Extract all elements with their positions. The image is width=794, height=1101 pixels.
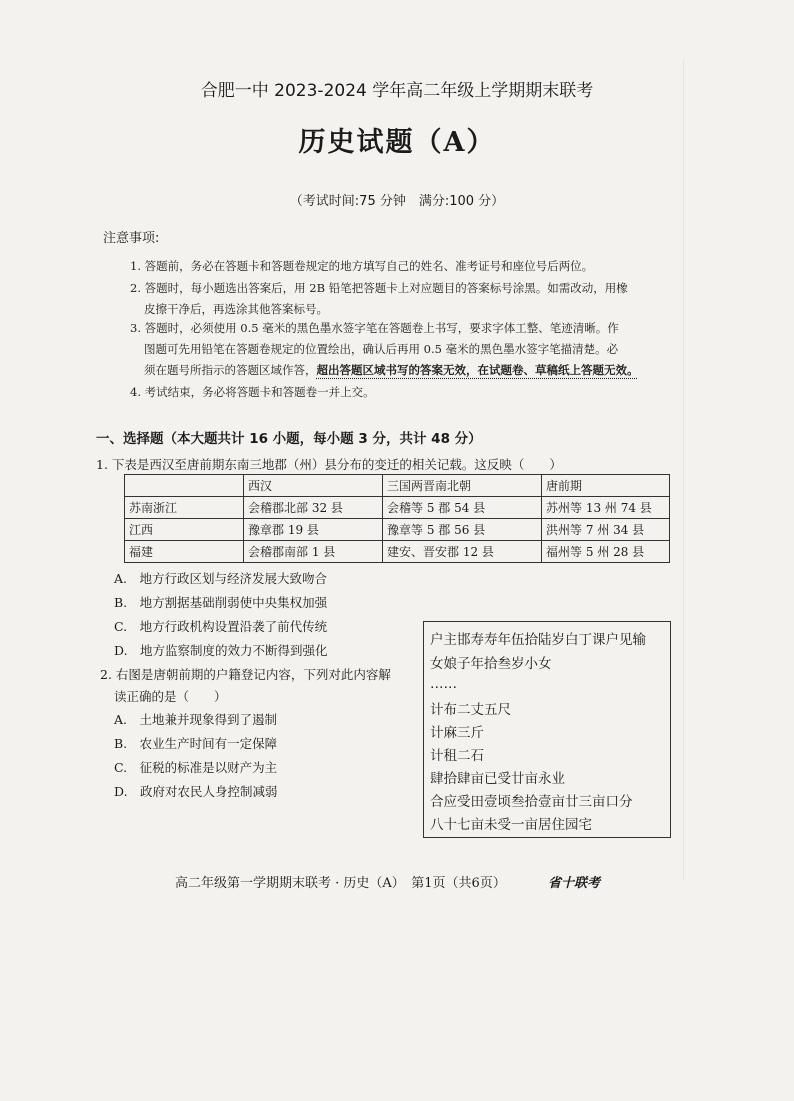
table-cell: 会稽等 5 郡 54 县: [383, 497, 542, 519]
register-line: 合应受田壹顷叁拾壹亩廿三亩口分: [430, 794, 633, 810]
page-footer: 高二年级第一学期期末联考 · 历史（A） 第1页（共6页）: [175, 876, 506, 891]
register-line: 八十七亩未受一亩居住园宅: [430, 817, 592, 833]
question-1-option-d: D. 地方监察制度的效力不断得到强化: [114, 643, 328, 658]
note-text: 3. 答题时，必须使用 0.5 毫米的黑色墨水签字笔在答题卷上书写，要求字体工整、笔迹清晰。作: [130, 321, 619, 335]
note-text: 1. 答题前，务必在答题卡和答题卷规定的地方填写自己的姓名、准考证号和座位号后两位。: [130, 259, 594, 273]
footer-stamp: 省十联考: [548, 876, 601, 891]
table-row: [125, 519, 670, 541]
table-header-row: [125, 475, 670, 497]
table-cell: 唐前期: [542, 475, 670, 497]
exam-info: （考试时间:75 分钟 满分:100 分）: [289, 194, 505, 209]
question-1-table: [124, 474, 670, 563]
note-continuation: [130, 360, 710, 381]
table-cell: 建安、晋安郡 12 县: [383, 541, 542, 563]
question-1-stem: 1. 下表是西汉至唐前期东南三地郡（州）县分布的变迁的相关记载。这反映（ ）: [96, 457, 562, 472]
table-cell: 江西: [125, 519, 244, 541]
note-continuation: 图题可先用铅笔在答题卷规定的位置绘出，确认后再用 0.5 毫米的黑色墨水签字笔描清楚。必: [144, 342, 619, 356]
question-1-option-b: B. 地方割据基础削弱使中央集权加强: [114, 595, 328, 610]
note-item-3: [130, 318, 710, 381]
table-row: [125, 541, 670, 563]
note-item-2: [130, 278, 710, 320]
register-line: 计麻三斤: [430, 725, 484, 741]
table-cell: [125, 475, 244, 497]
table-cell: 豫章等 5 郡 56 县: [383, 519, 542, 541]
note-emphasis: 超出答题区域书写的答案无效，在试题卷、草稿纸上答题无效。: [316, 363, 639, 377]
table-cell: 苏南浙江: [125, 497, 244, 519]
table-cell: 会稽郡北部 32 县: [244, 497, 383, 519]
question-1-option-a: A. 地方行政区划与经济发展大致吻合: [114, 571, 328, 586]
notes-heading: 注意事项:: [103, 231, 160, 246]
register-line: ……: [430, 676, 457, 692]
section-title: 一、选择题（本大题共计 16 小题，每小题 3 分，共计 48 分）: [96, 431, 482, 447]
register-line: 计租二石: [430, 748, 484, 764]
table-row: [125, 497, 670, 519]
table-cell: 豫章郡 19 县: [244, 519, 383, 541]
question-2-option-c: C. 征税的标准是以财产为主: [114, 760, 278, 775]
note-continuation-a: 须在题号所指示的答题区域作答，: [144, 363, 317, 377]
table-cell: 西汉: [244, 475, 383, 497]
register-line: 女娘子年拾叁岁小女: [430, 656, 552, 672]
question-2-option-b: B. 农业生产时间有一定保障: [114, 736, 278, 751]
note-continuation: 皮擦干净后，再选涂其他答案标号。: [144, 302, 328, 316]
table-cell: 苏州等 13 州 74 县: [542, 497, 670, 519]
question-2-option-a: A. 土地兼并现象得到了遏制: [114, 712, 278, 727]
register-line: 肆拾肆亩已受廿亩永业: [430, 771, 565, 787]
table-cell: 福州等 5 州 28 县: [542, 541, 670, 563]
table-cell: 洪州等 7 州 34 县: [542, 519, 670, 541]
register-line: 计布二丈五尺: [430, 702, 511, 718]
note-item-4: [130, 382, 710, 403]
register-line: 户主邯寿寿年伍拾陆岁白丁课户见输: [430, 632, 646, 648]
table-cell: 福建: [125, 541, 244, 563]
page-title: 历史试题（A）: [298, 127, 496, 158]
exam-header: 合肥一中 2023-2024 学年高二年级上学期期末联考: [200, 81, 594, 101]
question-1-option-c: C. 地方行政机构设置沿袭了前代传统: [114, 619, 328, 634]
note-text: 4. 考试结束，务必将答题卡和答题卷一并上交。: [130, 385, 375, 399]
table-cell: 会稽郡南部 1 县: [244, 541, 383, 563]
note-text: 2. 答题时，每小题选出答案后，用 2B 铅笔把答题卡上对应题目的答案标号涂黑。如需改动，用橡: [130, 281, 628, 295]
question-2-option-d: D. 政府对农民人身控制减弱: [114, 784, 278, 799]
note-item-1: [130, 256, 710, 277]
scan-edge-shadow: [683, 60, 794, 880]
table-cell: 三国两晋南北朝: [383, 475, 542, 497]
household-register-box: [423, 621, 671, 838]
question-2-stem: 2. 右图是唐朝前期的户籍登记内容，下列对此内容解: [100, 667, 391, 682]
question-2-stem-cont: 读正确的是（ ）: [114, 689, 227, 704]
